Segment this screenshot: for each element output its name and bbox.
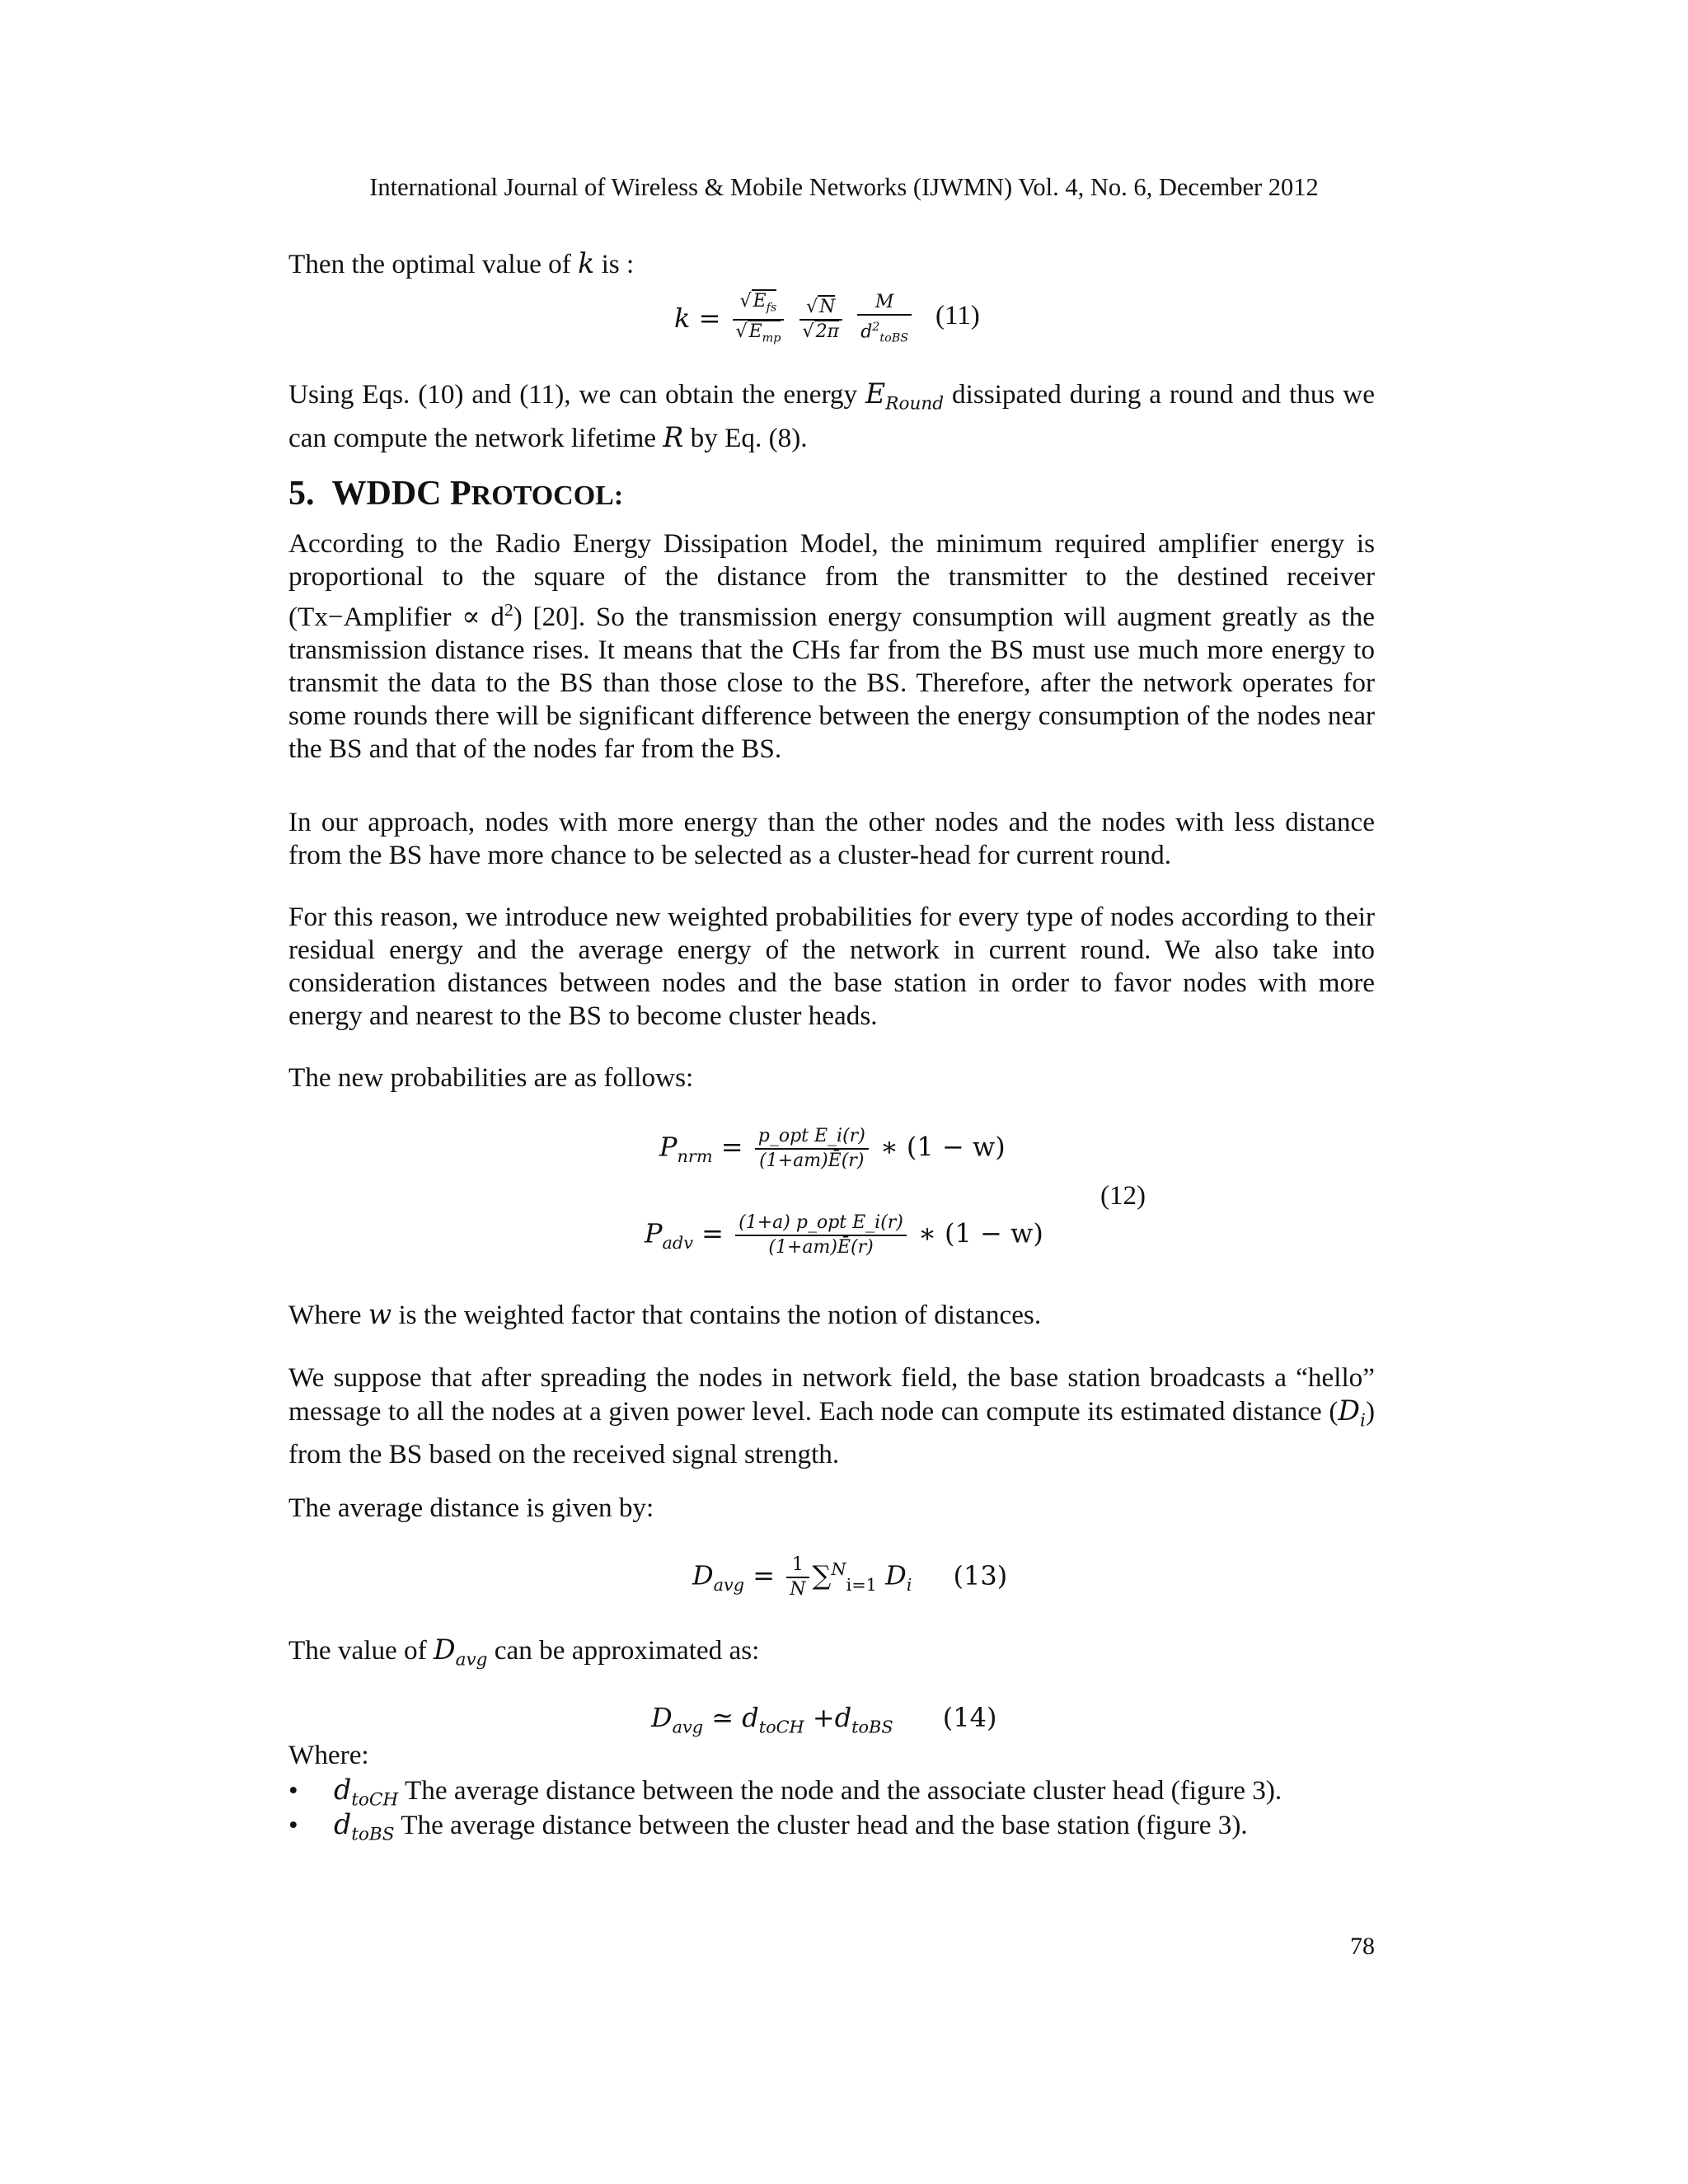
paragraph-eqs: Using Eqs. (10) and (11), we can obtain the energy $E_{Round}$ dissipated during a round and thus we can compute the network lifetime R by Eq. (8). (288, 377, 1376, 453)
list-item: • $d_{toCH}$ The average distance between the node and the associate cluster head (figure 3). (288, 1774, 1282, 1811)
paragraph-3: For this reason, we introduce new weighted probabilities for every type of nodes according to their residual energy and the average energy of the network in current round. We also take into consideration distances between nodes and the base station in order to favor nodes with more energy and nearest to the BS to become cluster heads. (288, 902, 1375, 1031)
journal-header: International Journal of Wireless & Mobile Networks (IJWMN) Vol. 4, No. 6, December 2012 (369, 173, 1319, 201)
paragraph-2: In our approach, nodes with more energy than the other nodes and the nodes with less distance from the BS have more chance to be selected as a cluster-head for current round. (288, 807, 1375, 870)
where-w: Where w is the weighted factor that contains the notion of distances. (288, 1298, 1042, 1330)
paragraph-1: According to the Radio Energy Dissipation Model, the minimum required amplifier energy is proportional to the square of the distance from the transmitter to the destined receiver (Tx−Amplifier ∝ $d^2$) [20]. So the transmission energy consumption will augment greatly as the transmission distance rises. It means that the CHs far from the BS must use much more energy to transmit the data to the BS than those close to the BS. Therefore, after the network operates for some rounds there will be significant difference between the energy consumption of the nodes near the BS and that of the nodes far from the BS. (288, 528, 1375, 765)
intro-k: Then the optimal value of k is : (288, 247, 635, 279)
page-number: 78 (1350, 1933, 1375, 1960)
paragraph-7: The value of $D_{avg}$ can be approximated as: (288, 1633, 760, 1671)
paragraph-4: The new probabilities are as follows: (288, 1062, 694, 1093)
where-label: Where: (288, 1740, 369, 1770)
section-heading: 5. WDDC PROTOCOL: (288, 475, 624, 513)
paragraph-6: The average distance is given by: (288, 1493, 654, 1523)
equation-12-adv: $P_{adv}$ = $\frac{\text{(1+a) p\_opt E\_i(r)}}{(1+am)Ē(r)}$ ∗ (1 − w) (645, 1212, 1043, 1258)
equation-12-number: (12) (1100, 1181, 1146, 1211)
equation-12-nrm: $P_{nrm}$ = $\frac{\text{p\_opt E\_i(r)}}{(1+am)Ē(r)}$ ∗ (1 − w) (659, 1126, 1006, 1171)
paragraph-5: We suppose that after spreading the nodes in network field, the base station broadcasts a “hello” message to all the nodes at a given power level. Each node can compute its estimated distance $(D_i)$ from the BS based on the received signal strength. (288, 1362, 1375, 1469)
equation-11: k = $\frac{√E_{fs}}{√E_{mp}}$ $\frac{√N}{√2\pi}$ $\frac{M}{d^2_{toBS}}$ (674, 290, 915, 350)
list-item: • $d_{toBS}$ The average distance between the cluster head and the base station (figure 3). (288, 1808, 1248, 1845)
equation-13: $D_{avg}$ = $\frac{1}{N}$ ∑$^N_{i=1}$ $D_i$ (13) (692, 1554, 1008, 1600)
equation-11-number: (11) (935, 301, 980, 330)
equation-14: $D_{avg}$ ≃ $d_{toCH} +d_{toBS}$ (14) (651, 1702, 997, 1737)
